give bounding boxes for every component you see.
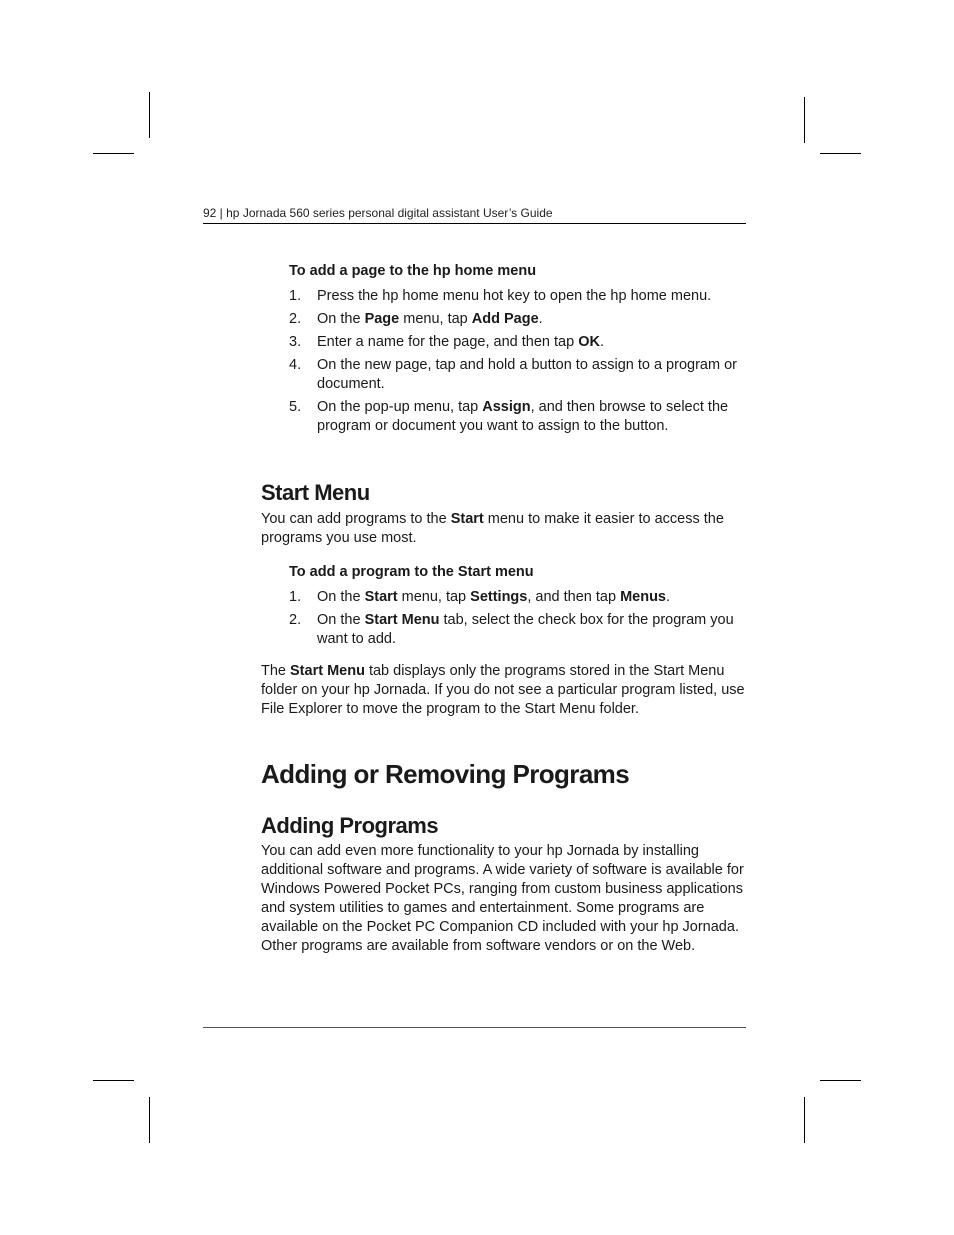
bold-term: Assign — [482, 399, 531, 415]
list-item — [289, 356, 746, 394]
heading-adding-programs: Adding Programs — [261, 813, 439, 838]
crop-mark-top-right-vertical — [804, 97, 805, 143]
text-run: Press the hp home menu hot key to open the hp home menu. — [317, 288, 712, 304]
text-run: On the new page, tap and hold a button to assign to a program or document. — [317, 357, 737, 392]
heading-adding-removing-programs: Adding or Removing Programs — [261, 759, 630, 789]
step-number: 5. — [289, 399, 302, 415]
text-run: Enter a name for the page, and then tap — [317, 334, 579, 350]
text-run: menu, tap — [397, 589, 471, 605]
step-number: 2. — [289, 311, 302, 327]
list-item — [289, 611, 746, 649]
text-run: menu to make it easier to access the programs you use most. — [261, 511, 724, 546]
start-menu-note — [261, 662, 746, 719]
steps-add-program — [261, 588, 746, 649]
text-run: tab, select the check box for the program you want to add. — [317, 612, 734, 647]
text-run: On the — [317, 589, 365, 605]
text-run: . — [538, 311, 543, 327]
text-run: The — [261, 663, 291, 679]
crop-mark-top-left-vertical — [149, 92, 150, 138]
list-item — [289, 310, 746, 329]
step-number: 2. — [289, 612, 302, 628]
procedure-title-add-program: To add a program to the Start menu — [289, 564, 534, 580]
procedure-title-add-page: To add a page to the hp home menu — [289, 263, 537, 279]
crop-mark-bottom-left-vertical — [149, 1097, 150, 1143]
page-content — [261, 262, 746, 956]
crop-mark-bottom-right-horizontal — [820, 1080, 861, 1081]
step-number: 1. — [289, 589, 302, 605]
list-item — [289, 398, 746, 436]
bold-term: Page — [364, 311, 400, 327]
list-item — [289, 333, 746, 352]
running-header: 92 | hp Jornada 560 series personal digital assistant User’s Guide — [203, 205, 746, 224]
step-number: 4. — [289, 357, 302, 373]
crop-mark-top-left-horizontal — [93, 153, 134, 154]
text-run: On the — [317, 311, 365, 327]
crop-mark-bottom-left-horizontal — [93, 1080, 134, 1081]
text-run: On the pop-up menu, tap — [317, 399, 483, 415]
list-item — [289, 588, 746, 607]
bold-term: Start Menu — [364, 612, 440, 628]
start-menu-intro — [261, 510, 746, 548]
bold-term: Start — [450, 511, 484, 527]
steps-add-page — [261, 287, 746, 436]
bold-term: OK — [578, 334, 600, 350]
text-run: . — [599, 334, 604, 350]
adding-programs-body: You can add even more functionality to your hp Jornada by installing additional software and programs. A wide variety of software is available for Windows Powered Pocket PCs, ranging from custom business applications and system utilities to games and entertainment. Some programs are available on the Pocket PC Companion CD included with your hp Jornada. Other programs are available from software vendors or on the Web. — [261, 843, 744, 954]
text-run: . — [666, 589, 671, 605]
text-run: You can add programs to the — [261, 511, 451, 527]
bold-term: Start — [364, 589, 398, 605]
bold-term: Start Menu — [290, 663, 365, 679]
text-run: On the — [317, 612, 365, 628]
bold-term: Menus — [620, 589, 666, 605]
list-item — [289, 287, 746, 306]
bold-term: Add Page — [471, 311, 539, 327]
footer-rule — [203, 1027, 746, 1028]
heading-start-menu: Start Menu — [261, 480, 370, 505]
text-run: , and then browse to select the program or document you want to assign to the button. — [317, 399, 729, 434]
text-run: , and then tap — [527, 589, 621, 605]
bold-term: Settings — [470, 589, 528, 605]
text-run: menu, tap — [399, 311, 472, 327]
text-run: tab displays only the programs stored in the Start Menu folder on your hp Jornada. If you do not see a particular program listed, use File Explorer to move the program to the Start Menu folder. — [261, 663, 745, 717]
crop-mark-bottom-right-vertical — [804, 1097, 805, 1143]
crop-mark-top-right-horizontal — [820, 153, 861, 154]
step-number: 1. — [289, 288, 302, 304]
step-number: 3. — [289, 334, 302, 350]
